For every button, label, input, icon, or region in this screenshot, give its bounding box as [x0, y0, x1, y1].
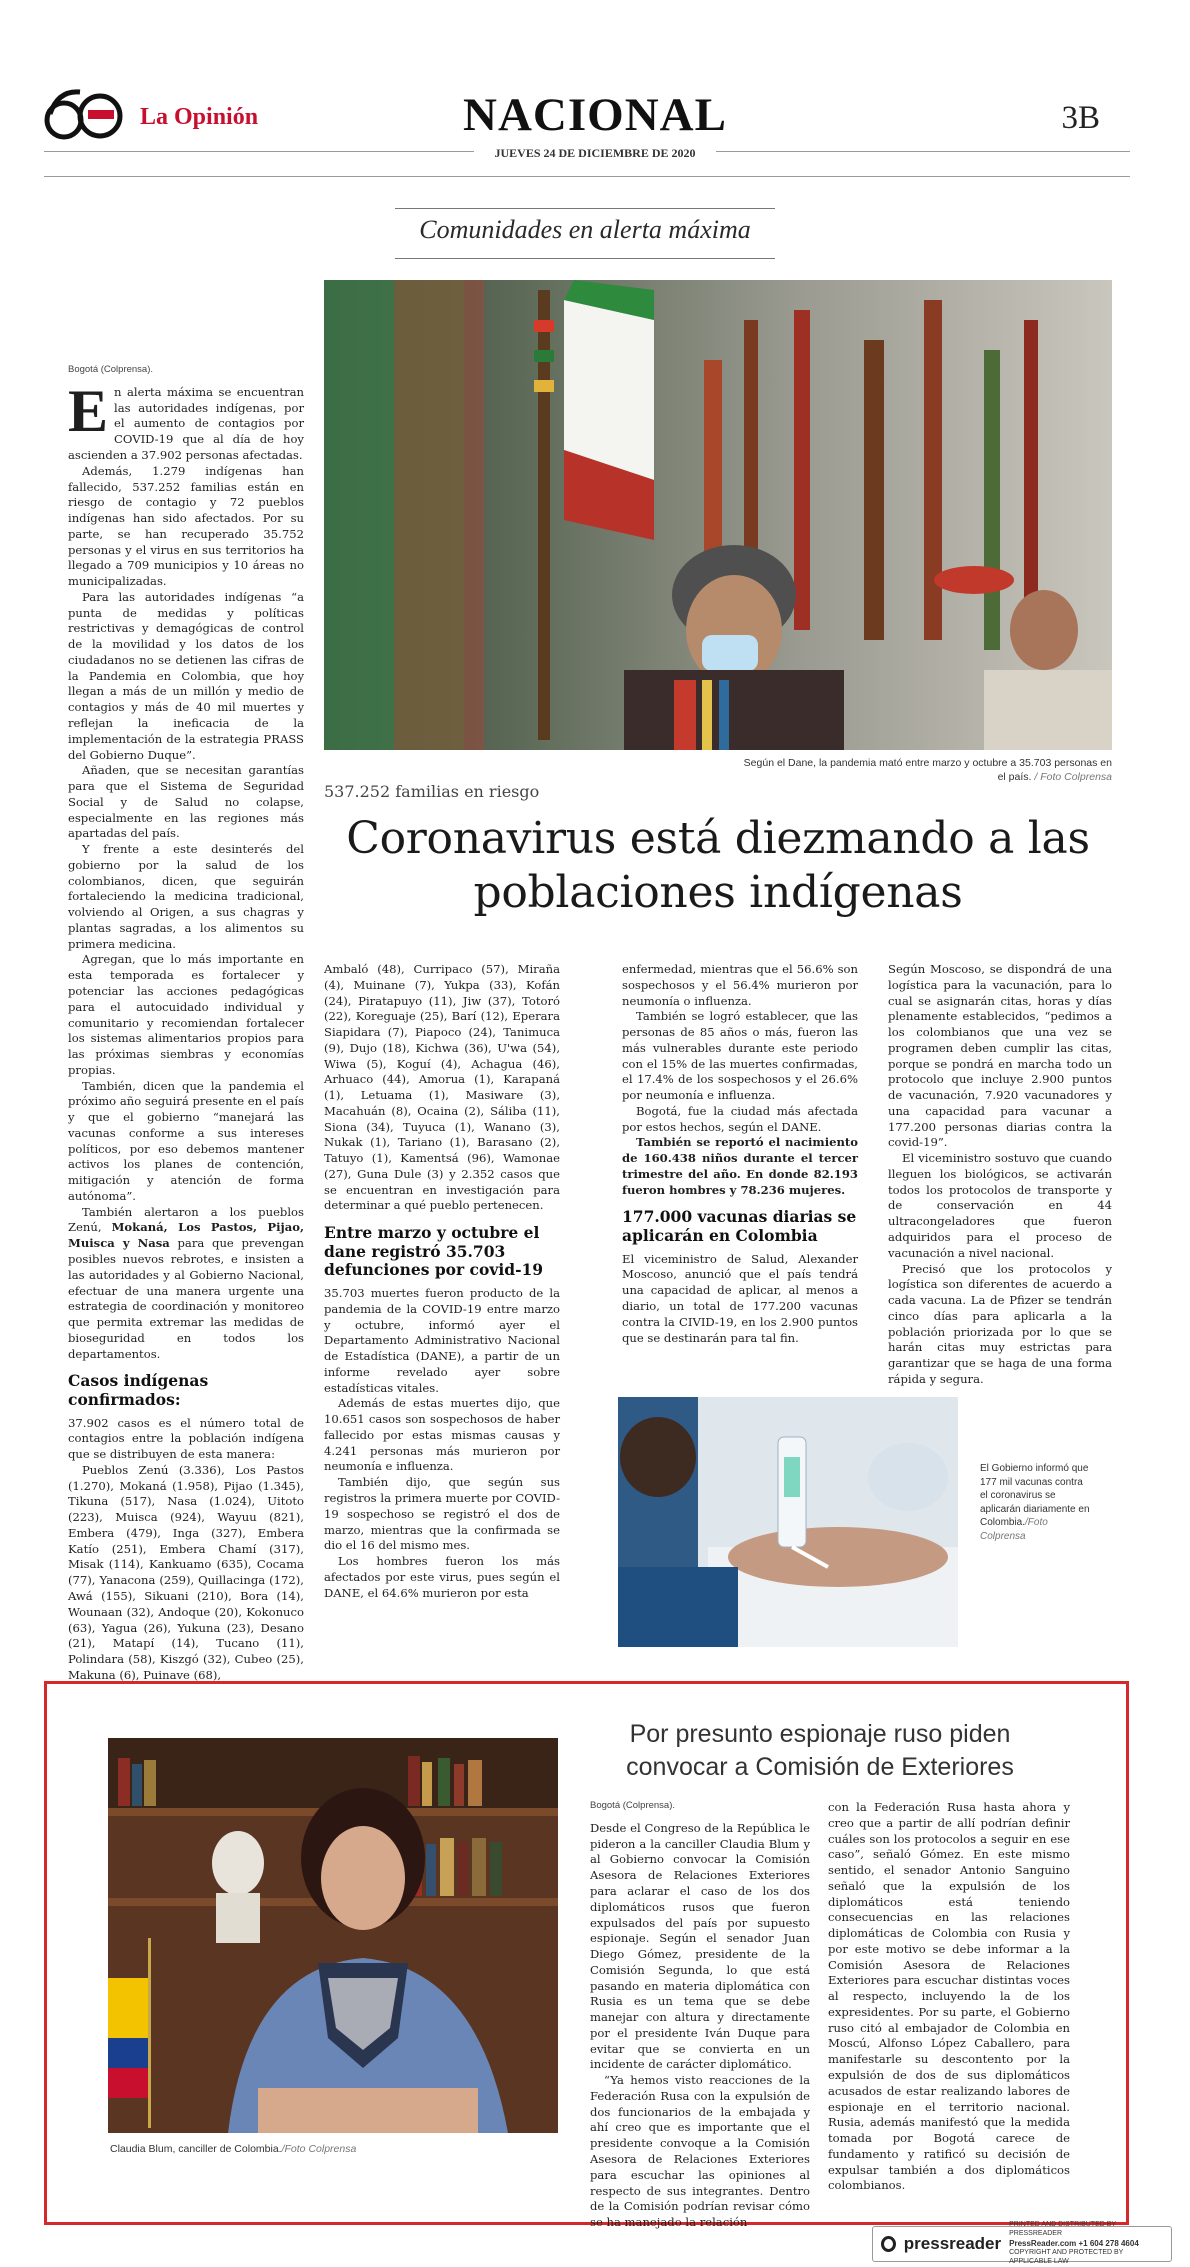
story-column-2	[324, 962, 560, 1601]
story-byline: Bogotá (Colprensa).	[68, 364, 154, 375]
paragraph: “Ya hemos visto reacciones de la Federación Rusa con la expulsión de dos funcionarios de la embajada y ahí creo que es importante que el presidente convoque a la Comisión Asesora de Relaciones Exteriores para escuchar las opiniones al respecto de sus integrantes. Dentro de la Comisión podrían revisar cómo se ha manejado la relación	[590, 2073, 810, 2230]
pressreader-name: pressreader	[903, 2234, 1002, 2253]
paragraph: El viceministro sostuvo que cuando lleguen los biológicos, se activarán todos los protocolos de transporte y de conservación en 44 ultracongeladores que fueron adquiridos para el proceso de vacunación a nivel nacional.	[888, 1151, 1112, 1260]
indigenous-protest-photo	[324, 280, 1112, 750]
page-number: 3B	[1061, 100, 1100, 136]
story-column-1	[68, 364, 304, 1684]
paragraph: Para las autoridades indígenas “a punta de medidas y políticas restrictivas y demagógicas de control de la movilidad y los datos de los ciudadanos no se detienen las cifras de la Pandemia en Colombia, que hoy llegan a más de un millón y medio de contagios y más de 40 mil muertes y reflejan la ineficacia de la implementación de la estrategia PRASS del Gobierno Duque”.	[68, 589, 304, 762]
paragraph: También se logró establecer, que las personas de 85 años o más, fueron las más vulnerables durante este periodo con el 15% de las muertes confirmadas, el 17.4% de los sospechosos y el 26.6% por neumonía e influenza.	[622, 1009, 858, 1103]
main-photo-credit: / Foto Colprensa	[1034, 771, 1112, 784]
pressreader-notice	[1009, 2221, 1163, 2267]
cases-heading: Casos indígenas confirmados:	[68, 1371, 209, 1409]
story-column-3	[622, 962, 858, 1346]
paragraph: con la Federación Rusa hasta ahora y creo que a partir de allí podrían definir cuáles son los protocolos a seguir en ese caso”, señaló Gómez. En este mismo sentido, el senador Antonio Sanguino señaló que la expulsión de los diplomáticos está teniendo consecuencias en las relaciones diplomáticas de Colombia con Rusia y por este motivo se debe informar a la Comisión Asesora de Relaciones Exteriores para escuchar distintas voces al respecto, incluyendo la de los expresidentes. Por su parte, el Gobierno ruso citó al embajador de Colombia en Moscú, Alfonso López Caballero, para manifestarle su descontento por la expulsión de dos de sus diplomáticos acusados de estar realizando labores de espionaje en el territorio nacional. Rusia, además manifestó que la medida tomada por Bogotá carece de fundamento y ratificó su decisión de expulsar también a dos diplomáticos colombianos.	[828, 1800, 1070, 2193]
pressreader-line-2: PressReader.com +1 604 278 4604	[1009, 2238, 1139, 2248]
boxed-story-column-1	[590, 1800, 810, 2231]
main-photo-caption	[740, 756, 1112, 784]
boxed-story-column-2	[828, 1800, 1070, 2194]
paragraph: También, dicen que la pandemia el próximo año seguirá presente en el país y que el gobierno “manejará las vacunas conforme a sus intereses políticos, por eso debemos mantener activos los planes de contención, mitigación y atención de forma autónoma”.	[68, 1078, 305, 1203]
pressreader-badge[interactable]	[872, 2221, 1172, 2266]
boxed-photo-credit: /Foto Colprensa	[281, 2143, 357, 2155]
vaccination-photo-credit: /Foto Colprensa	[980, 1517, 1048, 1542]
section-title: NACIONAL	[463, 89, 727, 141]
paragraph: Además, 1.279 indígenas han fallecido, 537.252 familias están en riesgo de contagio y 72 pueblos indígenas han sido afectados. Por su parte, se han recuperado 35.752 personas y el virus en sus territorios ha llegado a 709 municipios y 10 áreas no municipalizadas.	[68, 463, 304, 589]
story-column-4	[888, 962, 1112, 1388]
issue-date: JUEVES 24 DE DICIEMBRE DE 2020	[494, 146, 696, 160]
paragraph: enfermedad, mientras que el 56.6% son sospechosos y el 56.4% murieron por neumonía o influenza.	[622, 962, 858, 1008]
cases-list-part-b: Ambaló (48), Curripaco (57), Miraña (4), Muinane (7), Yukpa (33), Kofán (24), Piratapuyo (11), Jiw (37), Totoró (22), Koreguaje (25), Barí (12), Eperara Siapidara (7), Piapoco (24), Tanimuca (9), Dujo (18), Kichwa (36), U'wa (54), Wiwa (5), Koguí (4), Achagua (46), Arhuaco (44), Amorua (1), Karapaná (1), Letuama (1), Masiware (3), Macahuán (8), Ocaina (2), Sáliba (11), Siona (34), Tuyuca (1), Wanano (3), Nukak (1), Tariano (1), Barasano (2), Tatuyo (1), Kamentsá (96), Wamonae (27), Guna Dule (3) y 2.352 casos que se encuentran en investigación para determinar a qué pueblo pertenecen.	[324, 962, 560, 1213]
paragraph: Bogotá, fue la ciudad más afectada por estos hechos, según el DANE.	[622, 1103, 858, 1134]
alert-peoples-bold: Mokaná, Los Pastos, Pijao, Muisca y Nasa	[68, 1220, 304, 1251]
vaccination-photo-caption	[980, 1462, 1092, 1543]
paragraph: Según Moscoso, se dispondrá de una logística para la vacunación, para lo cual se asignarán citas, horas y días plenamente establecidos, “pedimos a los colombianos que una vez se programen deben cumplir las citas, porque se pondrá en marcha todo un protocolo que incluye 2.900 puntos de vacunación, 7.920 vacunadores y una capacidad para vacunar a 177.200 personas diarias contra la covid-19”.	[888, 962, 1112, 1150]
alert-text-end: para que prevengan posibles nuevos rebrotes, e insisten a las autoridades y al Gobierno Nacional, efectuar de una manera urgente una estrategia de coordinación y monitoreo que permita extremar las medidas de bioseguridad en todos los departamentos.	[68, 1236, 304, 1361]
paragraph: Los hombres fueron los más afectados por este virus, pues según el DANE, el 64.6% murieron por esta	[324, 1554, 560, 1600]
paragraph: Y frente a este desinterés del gobierno por la salud de los colombianos, dicen, que seguirán fortaleciendo la medicina tradicional, volviendo al Origen, a sus chagras y plantas sagradas, a los alimentos su primera medicina.	[68, 842, 304, 951]
pressreader-logo-icon	[881, 2236, 896, 2252]
paragraph: También dijo, que según sus registros la primera muerte por COVID-19 sospechoso se registró el dos de marzo, mientras que la confirmada se dio el 16 del mismo mes.	[324, 1475, 560, 1553]
drop-cap: E	[68, 377, 109, 444]
story-subhead: 537.252 familias en riesgo	[324, 782, 540, 801]
boxed-photo-caption	[110, 2142, 356, 2156]
main-photo-caption-text: Según el Dane, la pandemia mató entre marzo y octubre a 35.703 personas en el país.	[743, 757, 1112, 784]
pressreader-line-3: COPYRIGHT AND PROTECTED BY APPLICABLE LAW	[1009, 2249, 1124, 2266]
paragraph: El viceministro de Salud, Alexander Moscoso, anunció que el país tendrá una capacidad de aplicar, al menos a diario, un total de 177.200 vacunas contra la CIVID-19, en los 2.900 puntos que se destinarán para tal fin.	[622, 1251, 858, 1345]
lead-text: n alerta máxima se encuentran las autoridades indígenas, por el aumento de contagios por COVID-19 que al día de hoy ascienden a 37.902 personas afectadas.	[68, 384, 304, 462]
brand-name[interactable]: La Opinión	[140, 104, 259, 130]
boxed-caption-text: Claudia Blum, canciller de Colombia.	[110, 2143, 282, 2155]
lead-paragraph	[68, 377, 304, 464]
paragraph: Además de estas muertes dijo, que 10.651 casos son sospechosos de haber fallecido por estas mismas causas y 4.241 personas más murieron por neumonía e influenza.	[324, 1396, 560, 1474]
paragraph: Añaden, que se necesitan garantías para que el Sistema de Seguridad Social y de Salud no colapse, especialmente en las regiones más apartadas del país.	[68, 763, 304, 841]
story-headline: Coronavirus está diezmando a las poblaciones indígenas	[346, 813, 1090, 918]
vaccination-caption-text: El Gobierno informó que 177 mil vacunas contra el coronavirus se aplicarán diariamente en Colombia.	[980, 1463, 1090, 1528]
vaccines-heading: 177.000 vacunas diarias se aplicarán en Colombia	[622, 1207, 857, 1246]
paragraph: 35.703 muertes fueron producto de la pandemia de la COVID-19 entre marzo y octubre, informó ayer el Departamento Administrativo Nacional de Estadística (DANE), a partir de un informe revelado ayer sobre estadísticas vitales.	[324, 1286, 560, 1395]
claudia-blum-photo	[108, 1738, 558, 2133]
boxed-story-headline: Por presunto espionaje ruso piden convocar a Comisión de Exteriores	[626, 1720, 1014, 1781]
paragraph: También se reportó el nacimiento de 160.438 niños durante el tercer trimestre del año. En donde 82.193 fueron hombres y 78.236 mujeres.	[622, 1135, 858, 1197]
paragraph: Agregan, que lo más importante en esta temporada es fortalecer y potenciar las acciones pedagógicas para el autocuidado individual y comunitario y recomiendan fortalecer los sistemas alimentarios propios para las próximas siembras y economías propias.	[68, 952, 304, 1077]
cases-list-part-a: Pueblos Zenú (3.336), Los Pastos (1.270), Mokaná (1.958), Pijao (1.345), Tikuna (517), Nasa (1.024), Uitoto (223), Muisca (924), Wayuu (821), Embera (479), Inga (327), Embera Katío (251), Embera Chamí (317), Misak (114), Kankuamo (635), Cocama (77), Yanacona (259), Quillacinga (172), Awá (155), Sikuani (210), Bora (14), Wounaan (32), Andoque (20), Kokonuco (63), Yagua (26), Yukuna (23), Desano (21), Matapí (14), Tucano (11), Polindara (58), Kiszgó (32), Cubeo (25), Makuna (6), Puinave (68),	[68, 1462, 304, 1682]
boxed-byline: Bogotá (Colprensa).	[590, 1800, 676, 1811]
paragraph: 37.902 casos es el número total de contagios entre la población indígena que se distribuyen de esta manera:	[68, 1415, 304, 1462]
pressreader-line-1: PRINTED AND DISTRIBUTED BY PRESSREADER	[1009, 2221, 1116, 2237]
vaccination-photo	[618, 1397, 958, 1647]
alert-text-start: También alertaron a los pueblos Zenú,	[68, 1204, 304, 1235]
section-kicker: Comunidades en alerta máxima	[419, 215, 751, 244]
paragraph: Desde el Congreso de la República le pideron a la canciller Claudia Blum y al Gobierno convocar la Comisión Asesora de Relaciones Exteriores para aclarar el caso de los dos diplomáticos rusos que fueron expulsados del país por supuesto espionaje. Según el senador Juan Diego Gómez, presidente de la Comisión Segunda, lo que está pasando en materia diplomática con Rusia es un tema que se debe manejar con altura y directamente por el presidente Iván Duque para evitar que se convierta en un incidente de carácter diplomático.	[590, 1820, 810, 2072]
deaths-heading: Entre marzo y octubre el dane registró 35.703 defunciones por covid-19	[324, 1223, 544, 1280]
paragraph: Precisó que los protocolos y logística son diferentes de acuerdo a cada vacuna. La de Pfizer se tendrán cinco días para aplicarla a la población priorizada por lo que se harán citas muy estrictas para garantizar que se haga de una forma rápida y segura.	[888, 1261, 1112, 1386]
paragraph	[68, 1205, 304, 1363]
